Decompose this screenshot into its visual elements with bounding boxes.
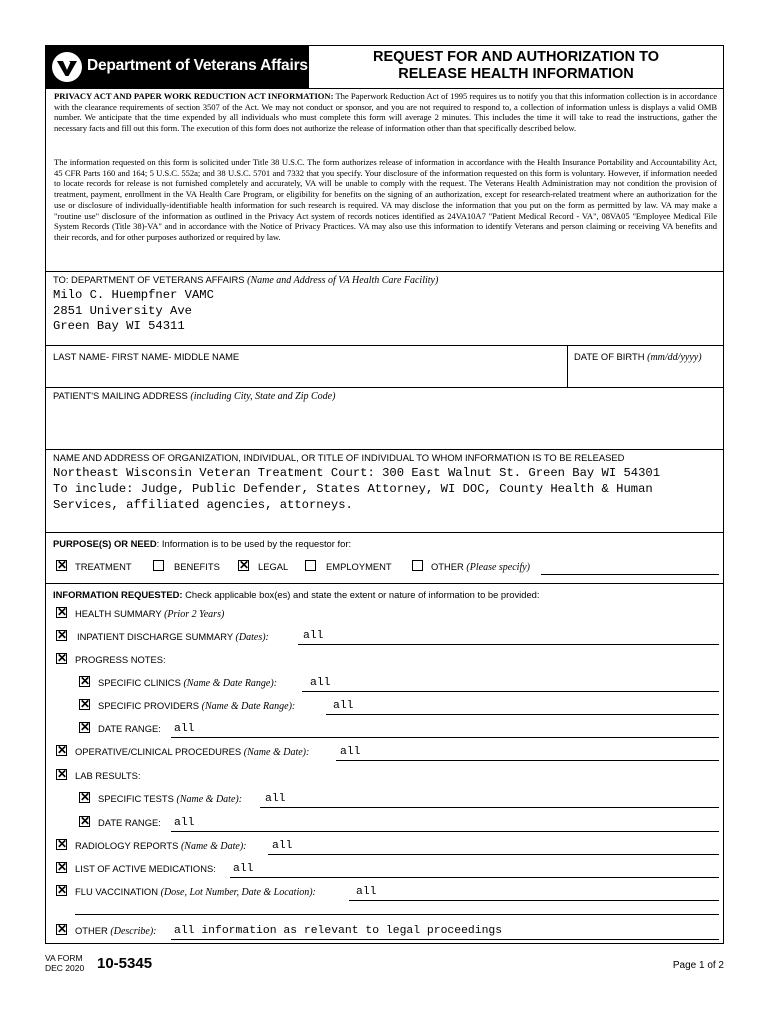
radiology-value[interactable]: all: [272, 840, 293, 852]
other-purpose-checkbox[interactable]: [412, 560, 423, 571]
inpatient-line: [298, 644, 719, 645]
privacy-paragraph-1: [54, 91, 717, 134]
inpatient-value[interactable]: all: [303, 630, 324, 642]
flu-checkbox[interactable]: ✕: [57, 883, 68, 897]
progress-notes-label: PROGRESS NOTES:: [75, 654, 166, 665]
divider: [46, 449, 723, 450]
divider: [46, 345, 723, 346]
recipient-line-2[interactable]: To include: Judge, Public Defender, States Attorney, WI DOC, County Health & Human: [53, 482, 653, 496]
flu-line-2: [75, 914, 719, 915]
medications-checkbox[interactable]: ✕: [57, 860, 68, 874]
facility-street[interactable]: 2851 University Ave: [53, 304, 192, 318]
other-purpose-label: OTHER (Please specify): [431, 561, 531, 573]
va-form-label: VA FORM DEC 2020: [45, 953, 85, 973]
dob-label: DATE OF BIRTH (mm/dd/yyyy): [574, 351, 702, 363]
date-range-checkbox[interactable]: ✕: [80, 720, 91, 734]
radiology-checkbox[interactable]: ✕: [57, 837, 68, 851]
specific-clinics-line: [302, 691, 719, 692]
flu-label: FLU VACCINATION (Dose, Lot Number, Date & Location):: [75, 886, 316, 898]
operative-value[interactable]: all: [340, 746, 361, 758]
specific-providers-value[interactable]: all: [333, 700, 354, 712]
health-summary-checkbox[interactable]: ✕: [57, 605, 68, 619]
info-requested-label: INFORMATION REQUESTED: Check applicable box(es) and state the extent or nature of information to be provided:: [53, 589, 540, 600]
other-info-checkbox[interactable]: ✕: [57, 922, 68, 936]
operative-line: [336, 760, 719, 761]
specific-tests-label: SPECIFIC TESTS (Name & Date):: [98, 793, 243, 805]
specific-tests-line: [260, 807, 719, 808]
medications-line: [230, 877, 719, 878]
recipient-label: NAME AND ADDRESS OF ORGANIZATION, INDIVIDUAL, OR TITLE OF INDIVIDUAL TO WHOM INFORMATION IS TO BE RELEASED: [53, 452, 625, 463]
treatment-label: TREATMENT: [75, 561, 132, 572]
lab-results-checkbox[interactable]: ✕: [57, 767, 68, 781]
divider: [46, 88, 723, 89]
legal-checkbox[interactable]: ✕: [239, 558, 250, 572]
va-logo-banner: [46, 46, 309, 88]
employment-label: EMPLOYMENT: [326, 561, 392, 572]
page-number: Page 1 of 2: [672, 960, 724, 971]
treatment-checkbox[interactable]: ✕: [57, 558, 68, 572]
form-page: [45, 45, 724, 944]
medications-label: LIST OF ACTIVE MEDICATIONS:: [75, 863, 216, 874]
inpatient-label: INPATIENT DISCHARGE SUMMARY (Dates):: [77, 631, 269, 643]
va-seal-icon: [52, 52, 82, 82]
facility-city[interactable]: Green Bay WI 54311: [53, 319, 185, 333]
operative-checkbox[interactable]: ✕: [57, 743, 68, 757]
recipient-line-1[interactable]: Northeast Wisconsin Veteran Treatment Court: 300 East Walnut St. Green Bay WI 54301: [53, 466, 661, 480]
date-range-2-checkbox[interactable]: ✕: [80, 814, 91, 828]
form-number: 10-5345: [97, 955, 153, 972]
privacy-text-1: The Paperwork Reduction Act of 1995 requires us to notify you that this information collection is in accordance with the clearance requirements of section 3507 of the Act. We may not conduct or sponsor, and you are not required to respond to, a collection of information unless is displays a valid OMB number. We anticipate that the time expended by all individuals who must complete this form will average 2 minutes. This includes the time it will take to read the instructions, gather the necessary facts and fill out this form. The execution of this form does not authorize the release of information other than that specifically described below.: [54, 91, 718, 134]
health-summary-label: HEALTH SUMMARY (Prior 2 Years): [75, 608, 225, 620]
specific-providers-checkbox[interactable]: ✕: [80, 697, 91, 711]
flu-line: [349, 900, 719, 901]
title-line-1: REQUEST FOR AND AUTHORIZATION TO: [373, 49, 659, 65]
facility-name[interactable]: Milo C. Huempfner VAMC: [53, 288, 214, 302]
specific-tests-checkbox[interactable]: ✕: [80, 790, 91, 804]
date-range-line: [171, 737, 719, 738]
purpose-label: PURPOSE(S) OR NEED: Information is to be used by the requestor for:: [53, 538, 352, 549]
divider: [46, 387, 723, 388]
specific-clinics-label: SPECIFIC CLINICS (Name & Date Range):: [98, 677, 278, 689]
flu-value[interactable]: all: [356, 886, 377, 898]
date-range-value[interactable]: all: [174, 723, 195, 735]
privacy-paragraph-2: The information requested on this form is solicited under Title 38 U.S.C. The form authorizes release of information in accordance with the Health Insurance Portability and Accountability Act, 45 CFR Parts 160 and 164; 5 U.S.C. 552a; and 38 U.S.C. 5701 and 7332 that you specify. Your disclosure of the information requested on this form is voluntary. However, if information needed to locate records for release is not furnished completely and accurately, VA will be unable to comply with the request. The Veterans Health Administration may not condition the provision of treatment, payment, enrollment in the VA Health Care Program, or eligibility for benefits on the signing of an authorization, except for research-related treatment where an authorization for the use or disclosure of individually-identifiable health information for such research is required. VA may disclose the information that you put on the form as permitted by law. VA may make a "routine use" disclosure of the information as outlined in the Privacy Act system of records notices identified as 24VA10A7 "Patient Medical Record - VA", 08VA05 "Employee Medical File System Records (Title 38)-VA" and in accordance with the Notice of Privacy Practices. VA may also use this information to identify Veterans and person claiming or receiving VA benefits and their records, and for other purposes authorized or required by law.: [54, 157, 717, 242]
date-range-label: DATE RANGE:: [98, 723, 161, 734]
legal-label: LEGAL: [258, 561, 289, 572]
employment-checkbox[interactable]: [305, 560, 316, 571]
specific-providers-label: SPECIFIC PROVIDERS (Name & Date Range):: [98, 700, 296, 712]
divider: [46, 532, 723, 533]
specific-clinics-checkbox[interactable]: ✕: [80, 674, 91, 688]
divider: [46, 271, 723, 272]
mailing-address-label: PATIENT'S MAILING ADDRESS (including City, State and Zip Code): [53, 390, 336, 402]
specific-clinics-value[interactable]: all: [310, 677, 331, 689]
date-range-2-value[interactable]: all: [174, 817, 195, 829]
lab-results-label: LAB RESULTS:: [75, 770, 141, 781]
other-info-line: [171, 939, 719, 940]
operative-label: OPERATIVE/CLINICAL PROCEDURES (Name & Date):: [75, 746, 310, 758]
title-line-2: RELEASE HEALTH INFORMATION: [398, 66, 634, 82]
divider: [567, 345, 568, 387]
agency-name: Department of Veterans Affairs: [87, 57, 308, 74]
benefits-checkbox[interactable]: [153, 560, 164, 571]
date-range-2-label: DATE RANGE:: [98, 817, 161, 828]
privacy-heading: PRIVACY ACT AND PAPER WORK REDUCTION ACT INFORMATION:: [54, 91, 334, 101]
radiology-line: [268, 854, 719, 855]
date-range-2-line: [171, 831, 719, 832]
specific-tests-value[interactable]: all: [265, 793, 286, 805]
patient-name-label: LAST NAME- FIRST NAME- MIDDLE NAME: [53, 351, 240, 362]
form-title: [309, 49, 723, 83]
specific-providers-line: [326, 714, 719, 715]
other-purpose-line[interactable]: [541, 574, 719, 575]
recipient-line-3[interactable]: Services, affiliated agencies, attorneys.: [53, 498, 353, 512]
divider: [46, 583, 723, 584]
radiology-label: RADIOLOGY REPORTS (Name & Date):: [75, 840, 247, 852]
to-label: TO: DEPARTMENT OF VETERANS AFFAIRS (Name and Address of VA Health Care Facility): [53, 274, 439, 286]
benefits-label: BENEFITS: [174, 561, 220, 572]
medications-value[interactable]: all: [233, 863, 254, 875]
inpatient-checkbox[interactable]: ✕: [57, 628, 68, 642]
other-info-value[interactable]: all information as relevant to legal proceedings: [174, 925, 503, 937]
progress-notes-checkbox[interactable]: ✕: [57, 651, 68, 665]
other-info-label: OTHER (Describe):: [75, 925, 157, 937]
